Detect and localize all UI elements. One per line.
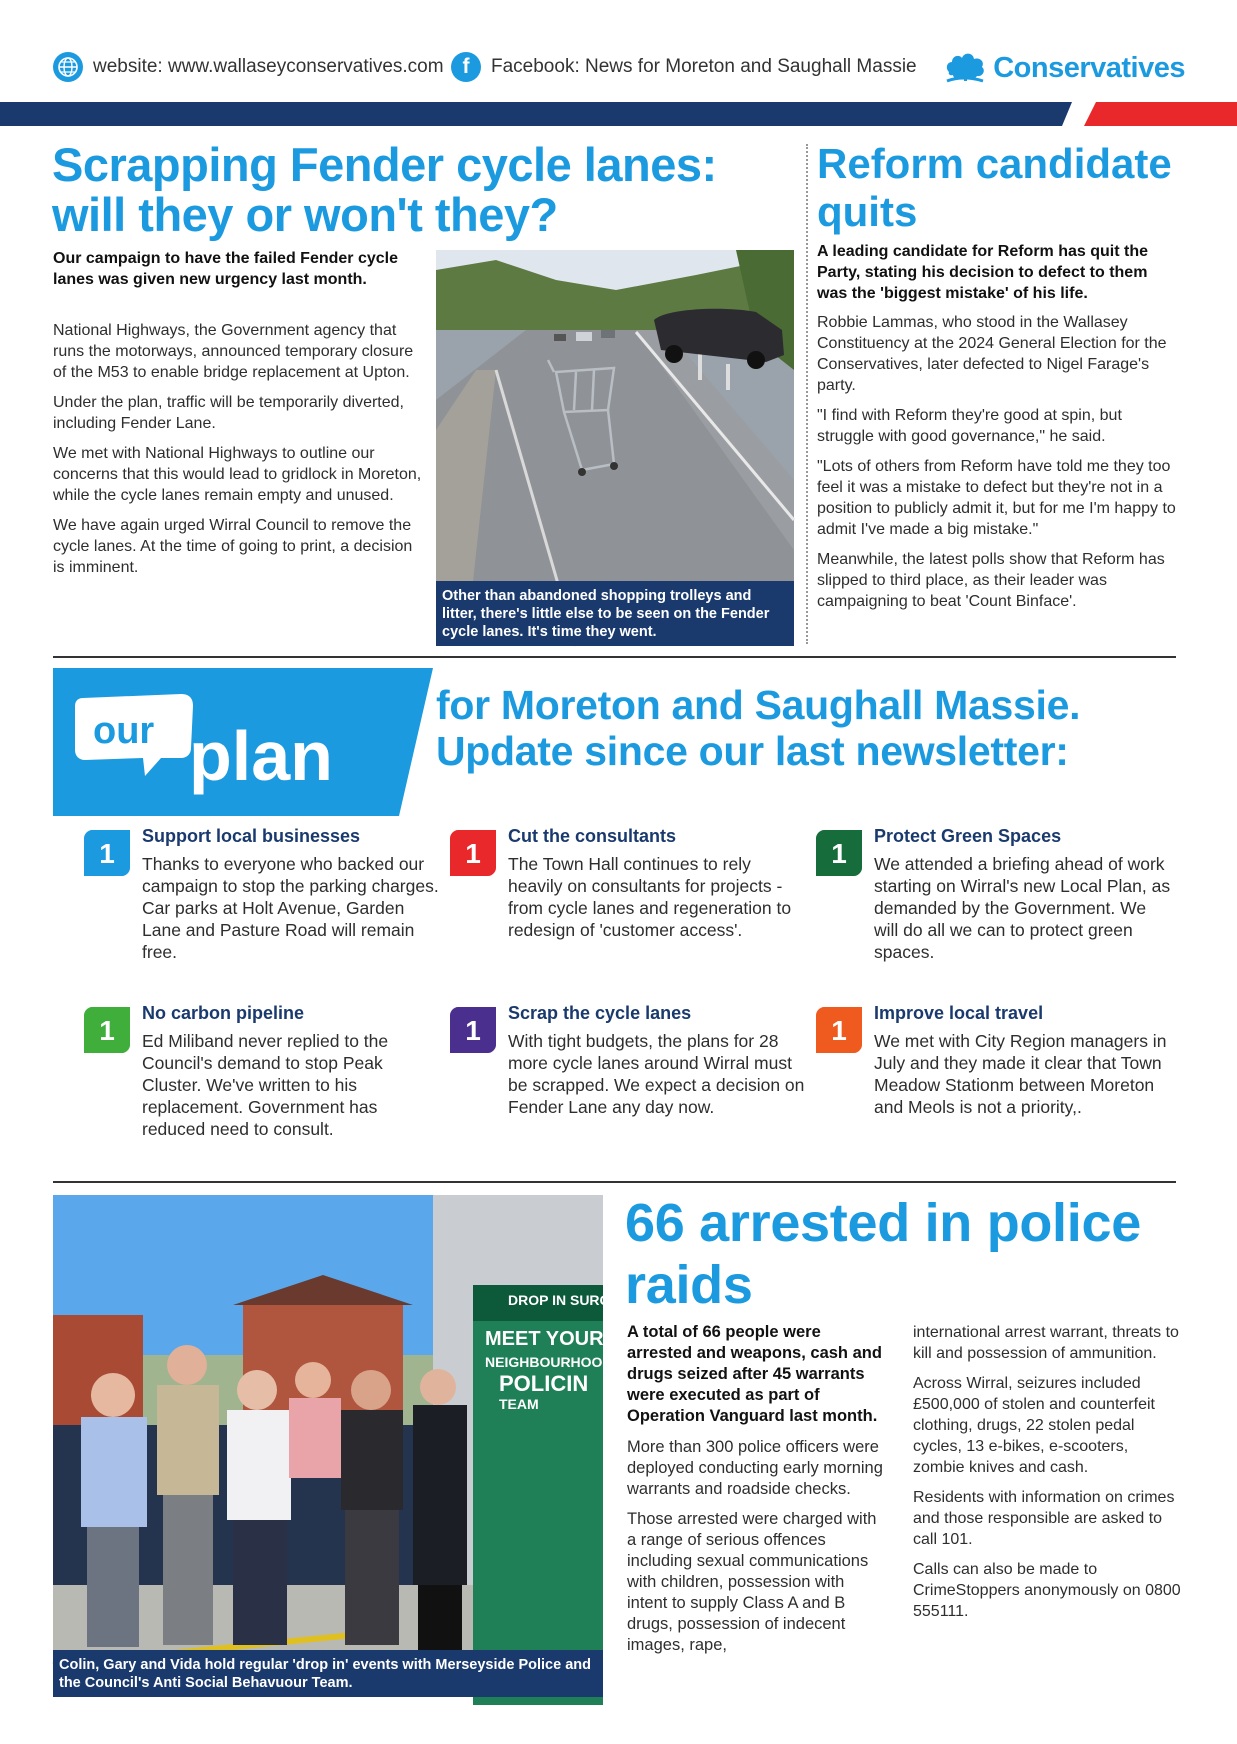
police-paragraph: Across Wirral, seizures included £500,000 of stolen and counterfeit clothing, drugs, 22 stolen pedal cycles, 13 e-bikes, e-scooters, zombie knives and cash. <box>913 1375 1155 1476</box>
plan-item-title: Cut the consultants <box>508 826 677 846</box>
plan-number: 1 <box>465 838 481 869</box>
police-paragraph: Those arrested were charged with a range of serious offences including sexual communications with children, possession with intent to supply Class A and B drugs, possession of indecent images, rape, <box>627 1510 877 1654</box>
plan-number: 1 <box>465 1015 481 1046</box>
plan-item-text: Ed Miliband never replied to the Council's demand to stop Peak Cluster. We've written to his replacement. Government has reduced need to consult. <box>142 1031 389 1139</box>
police-lead: A total of 66 people were arrested and weapons, cash and drugs seized after 45 warrants were executed as part of Operation Vanguard last month. <box>627 1323 882 1425</box>
tree-icon <box>943 50 987 86</box>
section-divider <box>53 1181 1176 1183</box>
plan-item <box>465 826 808 941</box>
website-label: website: www.wallaseyconservatives.com <box>93 56 444 77</box>
fender-body <box>53 320 423 587</box>
facebook-label: Facebook: News for Moreton and Saughall Massie <box>491 56 917 77</box>
banner-text-line: TEAM <box>499 1396 539 1412</box>
fender-headline: Scrapping Fender cycle lanes: will they or won't they? <box>52 138 717 241</box>
plan-item <box>465 1003 808 1118</box>
police-column-2 <box>913 1322 1183 1631</box>
plan-item-title: No carbon pipeline <box>142 1003 305 1023</box>
fender-lead: Our campaign to have the failed Fender cycle lanes was given new urgency last month. <box>53 250 398 288</box>
plan-title: for Moreton and Saughall Massie. Update since our last newsletter: <box>436 682 1081 774</box>
cycle-lane-photo-caption: Other than abandoned shopping trolleys and litter, there's little else to be seen on the Fender cycle lanes. It's time they went. <box>436 581 794 646</box>
banner-our-text: our <box>93 710 155 752</box>
facebook-link[interactable] <box>451 52 917 82</box>
reform-body <box>817 312 1179 621</box>
fender-paragraph: Under the plan, traffic will be temporarily diverted, including Fender Lane. <box>53 394 404 432</box>
drop-in-photo-caption: Colin, Gary and Vida hold regular 'drop in' events with Merseyside Police and the Council's Anti Social Behavuour Team. <box>53 1650 603 1697</box>
our-plan-banner <box>53 668 433 816</box>
column-divider <box>806 144 808 644</box>
plan-item-text: With tight budgets, the plans for 28 more cycle lanes around Wirral must be scrapped. We expect a decision on Fender Lane any day now. <box>508 1031 805 1117</box>
fender-paragraph: National Highways, the Government agency that runs the motorways, announced temporary closure of the M53 to enable bridge replacement at Upton. <box>53 322 414 381</box>
plan-item-title: Scrap the cycle lanes <box>508 1003 692 1023</box>
plan-number-badge <box>84 1007 130 1053</box>
header-stripe <box>0 102 1237 126</box>
drop-in-photo <box>53 1195 620 1697</box>
facebook-icon: f <box>451 52 481 82</box>
fender-paragraph: We have again urged Wirral Council to remove the cycle lanes. At the time of going to print, a decision is imminent. <box>53 517 413 576</box>
plan-item-title: Improve local travel <box>874 1003 1044 1023</box>
banner-text-line: MEET YOUR <box>485 1328 604 1350</box>
plan-item-text: We met with City Region managers in July and they made it clear that Town Meadow Stationm between Moreton and Meols is not a priority,. <box>874 1031 1167 1117</box>
reform-headline: Reform candidate quits <box>817 140 1172 235</box>
reform-paragraph: Robbie Lammas, who stood in the Wallasey Constituency at the 2024 General Election for the Conservatives, later defected to Nigel Farage's party. <box>817 314 1167 394</box>
globe-icon <box>53 52 83 82</box>
plan-item-text: Thanks to everyone who backed our campaign to stop the parking charges. Car parks at Holt Avenue, Garden Lane and Pasture Road will remain free. <box>142 854 439 962</box>
banner-text-line: NEIGHBOURHOO <box>485 1354 603 1370</box>
plan-number-badge <box>816 1007 862 1053</box>
police-paragraph: More than 300 police officers were deployed conducting early morning warrants and roadside checks. <box>627 1438 883 1498</box>
conservatives-logo <box>943 50 1185 86</box>
police-headline: 66 arrested in police raids <box>625 1193 1141 1315</box>
plan-item <box>99 826 442 963</box>
police-column-1 <box>627 1322 889 1665</box>
plan-item <box>831 1003 1174 1118</box>
plan-item <box>831 826 1174 963</box>
reform-paragraph: Meanwhile, the latest polls show that Reform has slipped to third place, as their leader was campaigning to beat 'Count Binface'. <box>817 551 1165 610</box>
logo-text: Conservatives <box>993 51 1185 84</box>
banner-text-line: POLICIN <box>499 1371 589 1396</box>
website-link[interactable] <box>53 52 444 82</box>
section-divider <box>53 656 1176 658</box>
plan-item-text: The Town Hall continues to rely heavily on consultants for projects - from cycle lanes and regeneration to redesign of 'customer access'. <box>508 854 792 940</box>
reform-lead: A leading candidate for Reform has quit the Party, stating his decision to defect to them was the 'biggest mistake' of his life. <box>817 243 1148 302</box>
plan-number: 1 <box>831 1015 847 1046</box>
plan-number-badge <box>450 1007 496 1053</box>
cycle-lane-photo <box>436 250 794 646</box>
plan-number: 1 <box>99 838 115 869</box>
police-paragraph: Residents with information on crimes and those responsible are asked to call 101. <box>913 1489 1175 1548</box>
plan-number-badge <box>84 830 130 876</box>
plan-number-badge <box>450 830 496 876</box>
plan-number: 1 <box>831 838 847 869</box>
plan-number-badge <box>816 830 862 876</box>
drop-in-illustration <box>53 1195 620 1697</box>
plan-item-title: Support local businesses <box>142 826 361 846</box>
plan-item <box>99 1003 442 1140</box>
plan-item-title: Protect Green Spaces <box>874 826 1062 846</box>
reform-paragraph: "Lots of others from Reform have told me they too feel it was a mistake to defect but they're not in a position to publicly admit it, but for me I'm happy to admit I've made a big mistake." <box>817 458 1176 538</box>
fender-paragraph: We met with National Highways to outline our concerns that this would lead to gridlock in Moreton, while the cycle lanes remain empty and unused. <box>53 445 422 504</box>
plan-item-text: We attended a briefing ahead of work starting on Wirral's new Local Plan, as demanded by the Government. We will do all we can to protect green spaces. <box>874 854 1171 962</box>
banner-plan-text: plan <box>189 717 333 795</box>
banner-text-line: DROP IN SURGE <box>508 1292 620 1308</box>
plan-number: 1 <box>99 1015 115 1046</box>
page-header <box>0 0 1237 100</box>
reform-paragraph: "I find with Reform they're good at spin, but struggle with good governance," he said. <box>817 407 1122 445</box>
police-paragraph: Calls can also be made to CrimeStoppers anonymously on 0800 555111. <box>913 1561 1181 1620</box>
police-paragraph: international arrest warrant, threats to kill and possession of ammunition. <box>913 1324 1179 1362</box>
